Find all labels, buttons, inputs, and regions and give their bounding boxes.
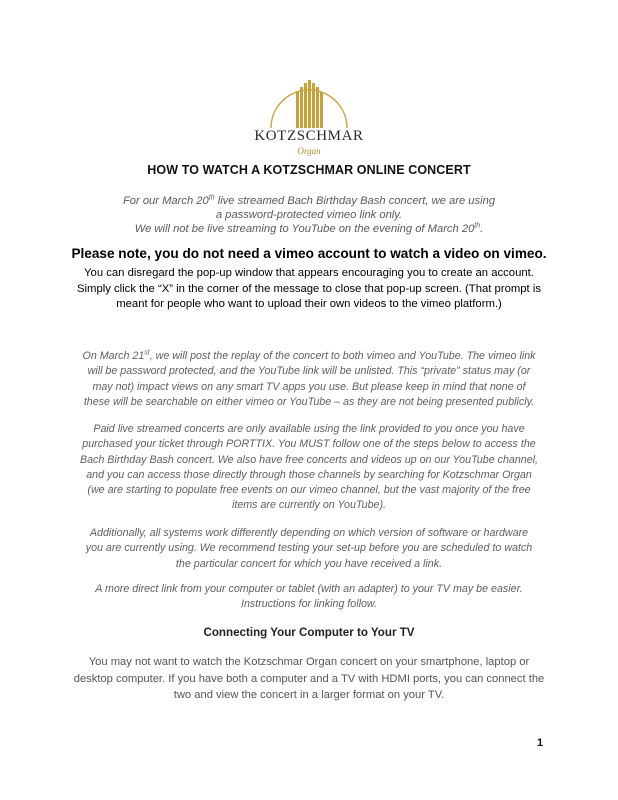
paragraph-line: these will be searchable on either vimeo or YouTube – as they are not being presented publicly. bbox=[83, 395, 535, 408]
paragraph-line: desktop computer. If you have both a computer and a TV with HDMI ports, you can connect the bbox=[73, 672, 545, 685]
section-heading: Connecting Your Computer to Your TV bbox=[203, 626, 415, 639]
paragraph-line: (we are starting to populate free events on our vimeo channel, but the vast majority of the free bbox=[87, 484, 531, 497]
section-paragraph bbox=[56, 654, 562, 704]
direct-link-paragraph bbox=[56, 582, 562, 613]
paragraph-line: Paid live streamed concerts are only available using the link provided to you once you have bbox=[93, 423, 525, 435]
page-number: 1 bbox=[537, 737, 544, 749]
page-title: HOW TO WATCH A KOTZSCHMAR ONLINE CONCERT bbox=[147, 163, 471, 177]
intro-line-1: For our March 20th live streamed Bach Birthday Bash concert, we are using bbox=[122, 194, 496, 207]
paragraph-line: Additionally, all systems work differently depending on which version of software or hardware bbox=[89, 527, 529, 539]
intro-line-2: a password-protected vimeo link only. bbox=[215, 209, 403, 221]
paragraph-line: two and view the concert in a larger format on your TV. bbox=[173, 689, 445, 701]
paragraph-line: A more direct link from your computer or tablet (with an adapter) to your TV may be easier. bbox=[95, 583, 523, 595]
replay-paragraph bbox=[56, 349, 562, 410]
intro-paragraph bbox=[70, 194, 548, 236]
kotzschmar-logo bbox=[249, 70, 369, 175]
paragraph-line: will be password protected, and the YouTube link will be unlisted. This “private” status may (or bbox=[87, 365, 531, 378]
logo-wordmark: KOTZSCHMAR bbox=[254, 128, 364, 144]
paragraph-line: you are currently using. We recommend testing your set-up before you are scheduled to watch bbox=[85, 542, 533, 555]
paid-concerts-paragraph bbox=[56, 422, 562, 514]
intro-line-3: We will not be live streaming to YouTube on the evening of March 20th. bbox=[134, 222, 484, 235]
paragraph-line: and you can access those directly through those channels by searching for Kotzschmar Organ bbox=[86, 468, 532, 481]
logo-subtitle: Organ bbox=[297, 146, 321, 156]
note-paragraph bbox=[60, 266, 558, 313]
note-line: meant for people who want to upload their own videos to the vimeo platform.) bbox=[116, 298, 502, 310]
paragraph-line: items are currently on YouTube). bbox=[231, 499, 387, 512]
paragraph-line: On March 21st, we will post the replay of the concert to both vimeo and YouTube. The vimeo link bbox=[82, 349, 536, 362]
paragraph-line: the particular concert for which you have received a link. bbox=[175, 557, 443, 570]
paragraph-line: purchased your ticket through PORTTIX. You MUST follow one of the steps below to access the bbox=[82, 438, 536, 451]
paragraph-line: Instructions for linking follow. bbox=[240, 598, 378, 611]
organ-pipes-icon bbox=[249, 70, 369, 130]
paragraph-line: Bach Birthday Bash concert. We also have free concerts and videos up on our YouTube channel, bbox=[79, 453, 539, 466]
systems-paragraph bbox=[56, 526, 562, 572]
note-line: Simply click the “X” in the corner of the message to close that pop-up screen. (That prompt is bbox=[76, 282, 541, 295]
paragraph-line: You may not want to watch the Kotzschmar Organ concert on your smartphone, laptop or bbox=[88, 656, 530, 668]
note-heading: Please note, you do not need a vimeo account to watch a video on vimeo. bbox=[71, 246, 547, 261]
note-line: You can disregard the pop-up window that appears encouraging you to create an account. bbox=[84, 267, 534, 279]
paragraph-line: may not) impact views on any smart TV apps you use. But please keep in mind that none of bbox=[92, 380, 526, 393]
